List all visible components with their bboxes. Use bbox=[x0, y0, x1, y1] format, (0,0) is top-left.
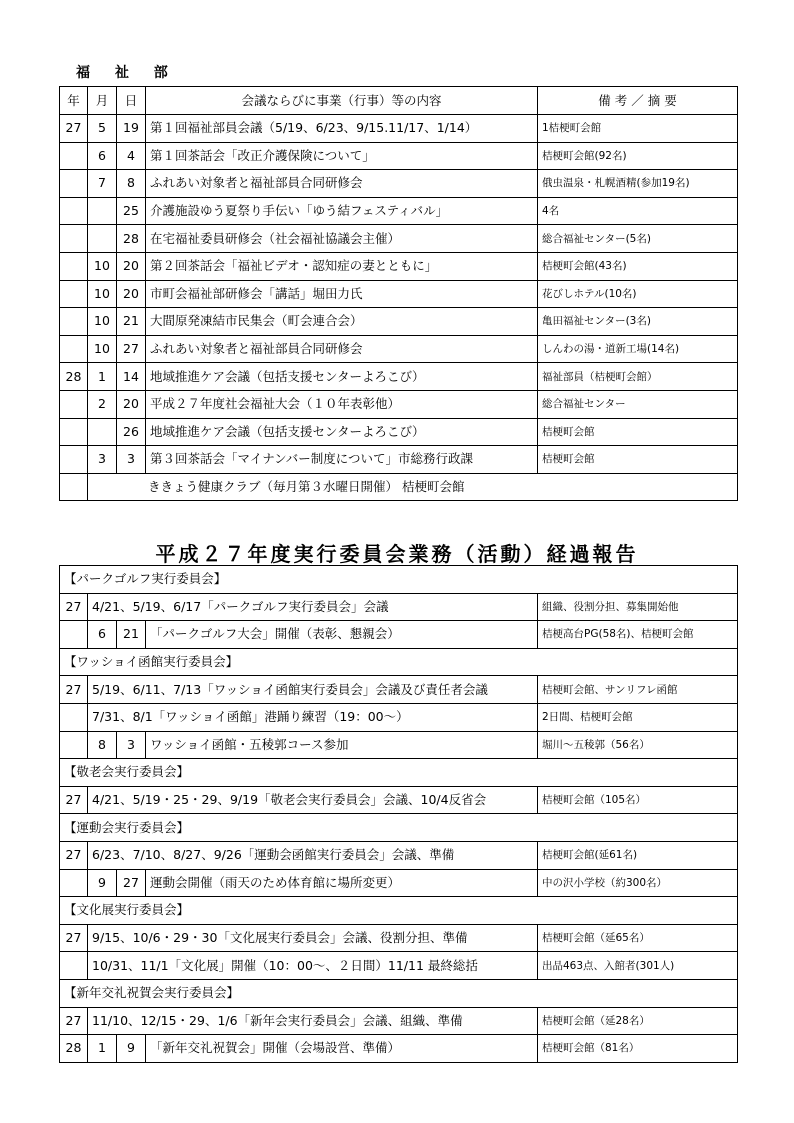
committee-section-name: 【運動会実行委員会】 bbox=[60, 814, 738, 842]
content-cell: 11/10、12/15・29、1/6「新年会実行委員会」会議、組織、準備 bbox=[88, 1007, 538, 1035]
content-cell: ふれあい対象者と福祉部員合同研修会 bbox=[146, 335, 538, 363]
note-cell: 花びしホテル(10名) bbox=[538, 280, 738, 308]
month-cell: 10 bbox=[88, 308, 117, 336]
year-cell bbox=[60, 252, 88, 280]
month-cell: 5 bbox=[88, 115, 117, 143]
welfare-table bbox=[59, 86, 738, 501]
note-cell: 桔梗町会館、サンリフレ函館 bbox=[538, 676, 738, 704]
day-cell: 21 bbox=[117, 621, 146, 649]
content-cell: 6/23、7/10、8/27、9/26「運動会函館実行委員会」会議、準備 bbox=[88, 841, 538, 869]
committee-row bbox=[60, 952, 738, 980]
content-cell: 7/31、8/1「ワッショイ函館」港踊り練習（19：00〜） bbox=[88, 703, 538, 731]
welfare-row bbox=[60, 308, 738, 336]
committee-row bbox=[60, 869, 738, 897]
content-cell: 10/31、11/1「文化展」開催（10：00〜、２日間）11/11 最終総括 bbox=[88, 952, 538, 980]
month-cell bbox=[88, 418, 117, 446]
welfare-section-title: 福 祉 部 bbox=[76, 65, 178, 81]
welfare-footer-row bbox=[60, 473, 738, 501]
committee-row bbox=[60, 841, 738, 869]
content-cell: ふれあい対象者と福祉部員合同研修会 bbox=[146, 170, 538, 198]
year-cell bbox=[60, 952, 88, 980]
note-cell: 桔梗町会館(43名) bbox=[538, 252, 738, 280]
committee-row bbox=[60, 731, 738, 759]
welfare-row bbox=[60, 225, 738, 253]
day-cell: 3 bbox=[117, 731, 146, 759]
committee-row bbox=[60, 1035, 738, 1063]
day-cell: 20 bbox=[117, 390, 146, 418]
header-month: 月 bbox=[88, 87, 117, 115]
committee-row bbox=[60, 703, 738, 731]
content-cell: 大間原発凍結市民集会（町会連合会） bbox=[146, 308, 538, 336]
committee-row bbox=[60, 786, 738, 814]
committee-section-header bbox=[60, 814, 738, 842]
content-cell: 運動会開催（雨天のため体育館に場所変更） bbox=[146, 869, 538, 897]
header-day: 日 bbox=[117, 87, 146, 115]
year-cell bbox=[60, 308, 88, 336]
committee-table bbox=[59, 565, 738, 1063]
committee-row bbox=[60, 621, 738, 649]
year-cell bbox=[60, 621, 88, 649]
month-cell: 2 bbox=[88, 390, 117, 418]
footer-blank bbox=[60, 473, 88, 501]
note-cell: 桔梗町会館（105名） bbox=[538, 786, 738, 814]
month-cell bbox=[88, 197, 117, 225]
welfare-row bbox=[60, 390, 738, 418]
committee-section-name: 【ワッショイ函館実行委員会】 bbox=[60, 648, 738, 676]
welfare-row bbox=[60, 115, 738, 143]
year-cell: 27 bbox=[60, 676, 88, 704]
committee-row bbox=[60, 593, 738, 621]
content-cell: 在宅福祉委員研修会（社会福祉協議会主催） bbox=[146, 225, 538, 253]
note-cell: 桔梗高台PG(58名)、桔梗町会館 bbox=[538, 621, 738, 649]
year-cell bbox=[60, 225, 88, 253]
content-cell: 第１回茶話会「改正介護保険について」 bbox=[146, 142, 538, 170]
year-cell: 27 bbox=[60, 115, 88, 143]
note-cell: 4名 bbox=[538, 197, 738, 225]
year-cell bbox=[60, 280, 88, 308]
year-cell: 28 bbox=[60, 363, 88, 391]
month-cell: 1 bbox=[88, 1035, 117, 1063]
day-cell: 20 bbox=[117, 252, 146, 280]
welfare-row bbox=[60, 197, 738, 225]
committee-section-header bbox=[60, 759, 738, 787]
content-cell: 介護施設ゆう夏祭り手伝い「ゆう結フェスティバル」 bbox=[146, 197, 538, 225]
note-cell: 桔梗町会館（延28名） bbox=[538, 1007, 738, 1035]
day-cell: 19 bbox=[117, 115, 146, 143]
year-cell bbox=[60, 170, 88, 198]
content-cell: 「パークゴルフ大会」開催（表彰、懇親会） bbox=[146, 621, 538, 649]
committee-section-header bbox=[60, 979, 738, 1007]
content-cell: 9/15、10/6・29・30「文化展実行委員会」会議、役割分担、準備 bbox=[88, 924, 538, 952]
committee-section-header bbox=[60, 648, 738, 676]
day-cell: 27 bbox=[117, 869, 146, 897]
note-cell: 2日間、桔梗町会館 bbox=[538, 703, 738, 731]
note-cell: 桔梗町会館(92名) bbox=[538, 142, 738, 170]
content-cell: 平成２７年度社会福祉大会（１０年表彰他） bbox=[146, 390, 538, 418]
welfare-row bbox=[60, 280, 738, 308]
content-cell: 4/21、5/19・25・29、9/19「敬老会実行委員会」会議、10/4反省会 bbox=[88, 786, 538, 814]
welfare-row bbox=[60, 363, 738, 391]
committee-section-name: 【敬老会実行委員会】 bbox=[60, 759, 738, 787]
year-cell bbox=[60, 418, 88, 446]
note-cell: 堀川〜五稜郭（56名） bbox=[538, 731, 738, 759]
content-cell: 「新年交礼祝賀会」開催（会場設営、準備） bbox=[146, 1035, 538, 1063]
note-cell: 桔梗町会館（81名） bbox=[538, 1035, 738, 1063]
day-cell: 25 bbox=[117, 197, 146, 225]
day-cell: 4 bbox=[117, 142, 146, 170]
committee-row bbox=[60, 676, 738, 704]
day-cell: 27 bbox=[117, 335, 146, 363]
year-cell bbox=[60, 446, 88, 474]
year-cell bbox=[60, 142, 88, 170]
content-cell: 第１回福祉部員会議（5/19、6/23、9/15.11/17、1/14） bbox=[146, 115, 538, 143]
welfare-table-header bbox=[60, 87, 738, 115]
content-cell: 4/21、5/19、6/17「パークゴルフ実行委員会」会議 bbox=[88, 593, 538, 621]
welfare-row bbox=[60, 170, 738, 198]
content-cell: 地域推進ケア会議（包括支援センターよろこび） bbox=[146, 418, 538, 446]
month-cell: 10 bbox=[88, 280, 117, 308]
month-cell: 8 bbox=[88, 731, 117, 759]
year-cell: 27 bbox=[60, 924, 88, 952]
month-cell: 6 bbox=[88, 621, 117, 649]
welfare-row bbox=[60, 418, 738, 446]
note-cell: しんわの湯・道新工場(14名) bbox=[538, 335, 738, 363]
month-cell: 10 bbox=[88, 335, 117, 363]
month-cell bbox=[88, 225, 117, 253]
year-cell: 27 bbox=[60, 1007, 88, 1035]
day-cell: 20 bbox=[117, 280, 146, 308]
committee-section-name: 【文化展実行委員会】 bbox=[60, 897, 738, 925]
committee-section-name: 【パークゴルフ実行委員会】 bbox=[60, 566, 738, 594]
content-cell: 第３回茶話会「マイナンバー制度について」市総務行政課 bbox=[146, 446, 538, 474]
year-cell bbox=[60, 335, 88, 363]
content-cell: 第２回茶話会「福祉ビデオ・認知症の妻とともに」 bbox=[146, 252, 538, 280]
day-cell: 3 bbox=[117, 446, 146, 474]
month-cell: 6 bbox=[88, 142, 117, 170]
welfare-footer: ききょう健康クラブ（毎月第３水曜日開催） 桔梗町会館 bbox=[88, 473, 738, 501]
year-cell bbox=[60, 197, 88, 225]
month-cell: 10 bbox=[88, 252, 117, 280]
committee-section-header bbox=[60, 897, 738, 925]
welfare-row bbox=[60, 142, 738, 170]
month-cell: 9 bbox=[88, 869, 117, 897]
header-note: 備 考 ／ 摘 要 bbox=[538, 87, 738, 115]
note-cell: 桔梗町会館 bbox=[538, 418, 738, 446]
header-year: 年 bbox=[60, 87, 88, 115]
note-cell: 桔梗町会館（延65名） bbox=[538, 924, 738, 952]
year-cell: 28 bbox=[60, 1035, 88, 1063]
content-cell: 地域推進ケア会議（包括支援センターよろこび） bbox=[146, 363, 538, 391]
note-cell: 桔梗町会館(延61名) bbox=[538, 841, 738, 869]
content-cell: 5/19、6/11、7/13「ワッショイ函館実行委員会」会議及び責任者会議 bbox=[88, 676, 538, 704]
day-cell: 8 bbox=[117, 170, 146, 198]
note-cell: 総合福祉センター bbox=[538, 390, 738, 418]
day-cell: 26 bbox=[117, 418, 146, 446]
year-cell bbox=[60, 390, 88, 418]
note-cell: 俄虫温泉・札幌酒精(参加19名) bbox=[538, 170, 738, 198]
month-cell: 3 bbox=[88, 446, 117, 474]
welfare-row bbox=[60, 252, 738, 280]
committee-row bbox=[60, 1007, 738, 1035]
note-cell: 亀田福祉センター(3名) bbox=[538, 308, 738, 336]
content-cell: 市町会福祉部研修会「講話」堀田力氏 bbox=[146, 280, 538, 308]
day-cell: 9 bbox=[117, 1035, 146, 1063]
committee-report-title: 平成２７年度実行委員会業務（活動）経過報告 bbox=[155, 542, 639, 566]
day-cell: 21 bbox=[117, 308, 146, 336]
note-cell: 中の沢小学校（約300名） bbox=[538, 869, 738, 897]
committee-section-name: 【新年交礼祝賀会実行委員会】 bbox=[60, 979, 738, 1007]
committee-row bbox=[60, 924, 738, 952]
note-cell: 組織、役割分担、募集開始他 bbox=[538, 593, 738, 621]
year-cell bbox=[60, 869, 88, 897]
year-cell bbox=[60, 703, 88, 731]
year-cell bbox=[60, 731, 88, 759]
welfare-row bbox=[60, 446, 738, 474]
year-cell: 27 bbox=[60, 841, 88, 869]
note-cell: 出品463点、入館者(301人) bbox=[538, 952, 738, 980]
note-cell: 桔梗町会館 bbox=[538, 446, 738, 474]
header-content: 会議ならびに事業（行事）等の内容 bbox=[146, 87, 538, 115]
committee-section-header bbox=[60, 566, 738, 594]
note-cell: 福祉部員（桔梗町会館） bbox=[538, 363, 738, 391]
day-cell: 14 bbox=[117, 363, 146, 391]
year-cell: 27 bbox=[60, 593, 88, 621]
month-cell: 7 bbox=[88, 170, 117, 198]
content-cell: ワッショイ函館・五稜郭コース参加 bbox=[146, 731, 538, 759]
day-cell: 28 bbox=[117, 225, 146, 253]
welfare-row bbox=[60, 335, 738, 363]
note-cell: 1桔梗町会館 bbox=[538, 115, 738, 143]
note-cell: 総合福祉センター(5名) bbox=[538, 225, 738, 253]
month-cell: 1 bbox=[88, 363, 117, 391]
year-cell: 27 bbox=[60, 786, 88, 814]
